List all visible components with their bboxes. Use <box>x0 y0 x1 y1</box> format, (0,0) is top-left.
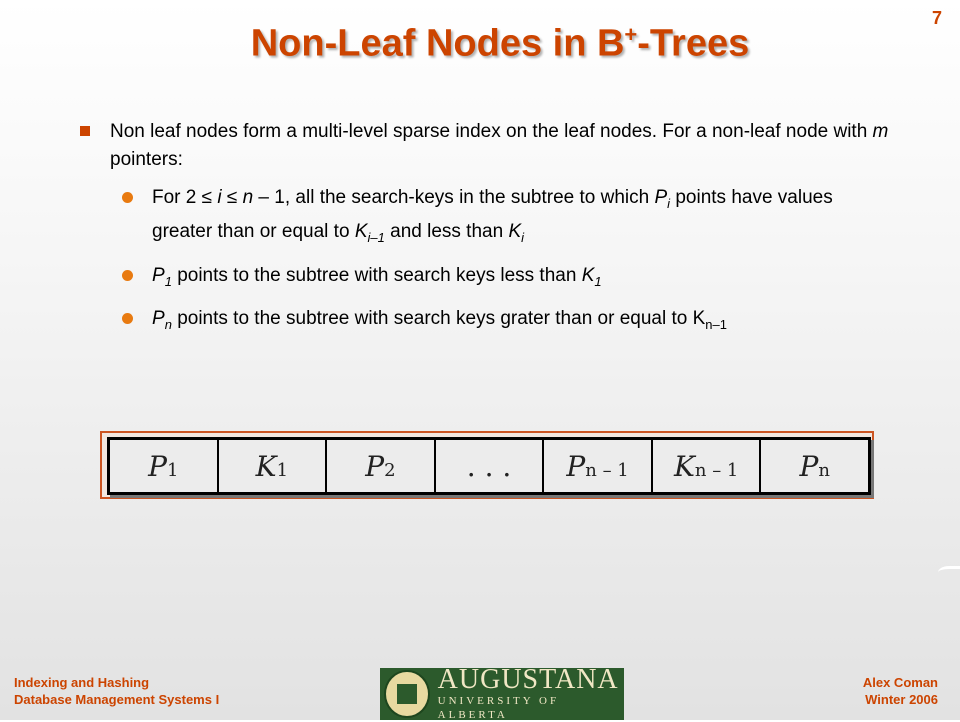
footer-right <box>863 674 938 708</box>
subscript: n–1 <box>705 317 727 333</box>
node-cell-p2 <box>327 440 436 492</box>
var: i <box>217 187 222 208</box>
node-cell-k1 <box>219 440 328 492</box>
cell-subscript: n – 1 <box>585 459 629 481</box>
cell-symbol: K <box>673 449 695 483</box>
augustana-logo <box>380 664 624 721</box>
subscript: 1 <box>164 273 172 289</box>
cell-subscript: n <box>818 459 830 481</box>
text: – 1, all the search-keys in the subtree to which <box>253 187 655 208</box>
subscript: n <box>164 317 172 333</box>
university-seal-icon <box>384 670 430 718</box>
footer-author: Alex Coman <box>862 675 938 690</box>
cell-symbol: P <box>148 449 167 483</box>
node-cell-pn-1 <box>544 440 653 492</box>
var: P <box>152 264 165 286</box>
sub-bullet-range <box>152 184 898 252</box>
footer-course-topic: Indexing and Hashing <box>14 675 150 690</box>
node-cell-pn <box>761 440 868 492</box>
logo-subtitle: UNIVERSITY OF ALBERTA <box>437 695 560 721</box>
node-diagram <box>100 431 874 499</box>
cell-symbol: P <box>365 449 385 483</box>
node-structure <box>107 437 871 495</box>
var: K <box>508 220 522 242</box>
subscript: i–1 <box>367 229 385 245</box>
cell-subscript: 2 <box>384 459 396 481</box>
corner-curve <box>938 566 960 579</box>
bullet-text-end: pointers: <box>110 149 183 170</box>
bullet-main <box>78 118 898 174</box>
slide-content <box>78 118 898 349</box>
slide-number: 7 <box>931 8 942 28</box>
text: For 2 ≤ <box>152 187 218 208</box>
text: ≤ <box>221 187 243 208</box>
footer-course-name: Database Management Systems I <box>14 692 220 707</box>
bullet-text: Non leaf nodes form a multi-level sparse index on the leaf nodes. For a non-leaf node with <box>110 121 873 142</box>
var: K <box>581 264 595 286</box>
text: and less than <box>384 220 509 242</box>
footer-term: Winter 2006 <box>865 692 938 707</box>
title-sup: + <box>624 22 638 47</box>
subscript: 1 <box>594 273 602 289</box>
text: points have values greater than or equal to <box>152 187 833 242</box>
node-cell-ellipsis <box>436 440 545 492</box>
var: K <box>354 220 368 242</box>
circle-bullet-icon <box>122 192 133 203</box>
title-tail: -Trees <box>637 22 750 65</box>
node-cell-kn-1 <box>653 440 762 492</box>
cell-symbol: P <box>799 449 819 483</box>
var: P <box>152 308 165 330</box>
var: P <box>654 187 668 208</box>
subscript: i <box>521 229 525 245</box>
logo-wordmark: AUGUSTANA <box>437 664 619 695</box>
var: n <box>242 187 254 208</box>
cell-symbol: . . . <box>466 449 512 483</box>
circle-bullet-icon <box>122 270 133 281</box>
cell-subscript: n – 1 <box>694 459 739 481</box>
sub-bullet-pn <box>152 305 898 339</box>
title-main: Non-Leaf Nodes in B <box>250 22 625 65</box>
square-bullet-icon <box>80 126 90 136</box>
cell-symbol: K <box>255 449 277 483</box>
subscript: i <box>667 195 671 211</box>
footer-left <box>14 674 219 708</box>
cell-subscript: 1 <box>276 459 289 481</box>
cell-subscript: 1 <box>166 459 179 481</box>
slide-title <box>0 22 960 66</box>
sub-bullet-p1 <box>152 262 898 296</box>
circle-bullet-icon <box>122 313 133 324</box>
cell-symbol: P <box>566 449 586 483</box>
bullet-var-m: m <box>872 121 889 142</box>
text: points to the subtree with search keys grater than or equal to K <box>171 308 706 330</box>
node-cell-p1 <box>110 440 219 492</box>
text: points to the subtree with search keys less than <box>171 264 582 286</box>
